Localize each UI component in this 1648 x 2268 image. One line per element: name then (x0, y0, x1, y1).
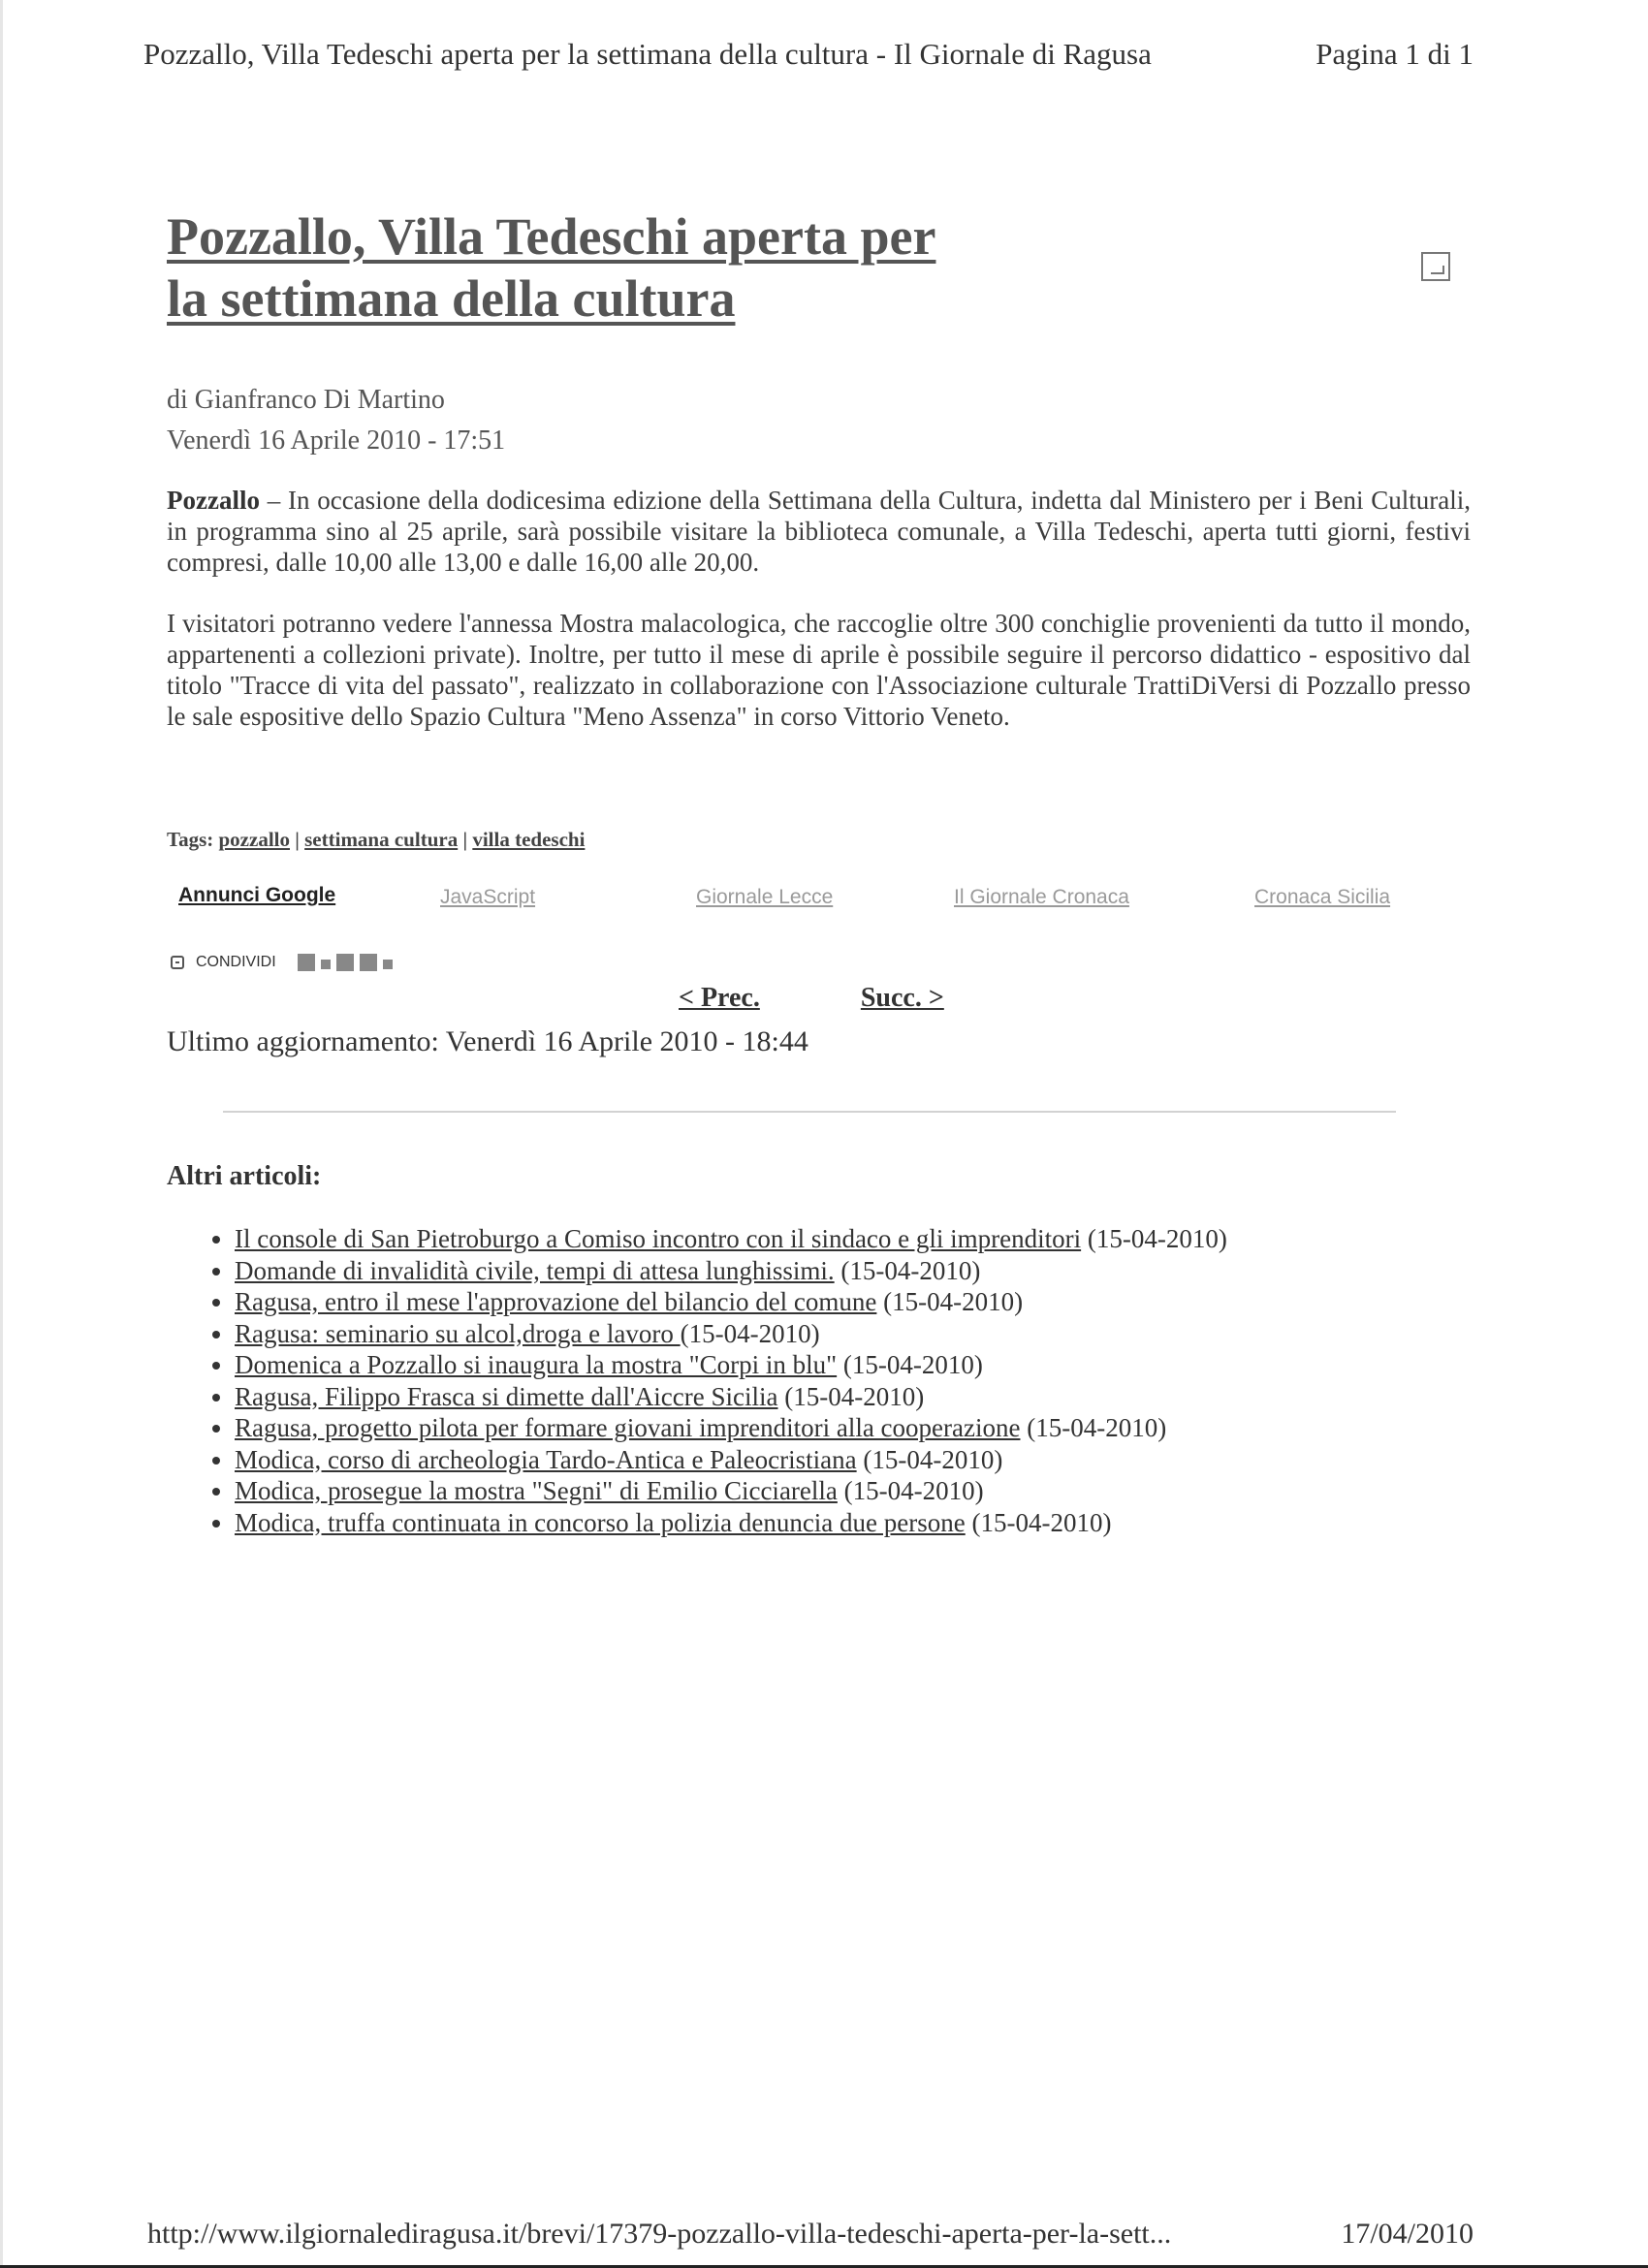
yahoo-icon[interactable] (360, 954, 377, 971)
list-item (235, 1223, 1485, 1255)
article-link[interactable]: Domenica a Pozzallo si inaugura la mostra "Corpi in blu" (235, 1350, 838, 1379)
lead-word: Pozzallo (167, 486, 260, 515)
list-item (235, 1349, 1485, 1381)
print-header (143, 37, 1474, 72)
tags-row (167, 828, 585, 852)
facebook-icon[interactable] (298, 954, 315, 971)
article-paragraph: I visitatori potranno vedere l'annessa Mostra malacologica, che raccoglie oltre 300 conchiglie provenienti da tutto il mondo, appartenenti a collezioni private). Inoltre, per tutto il mese di aprile è possibile seguire il percorso didattico - espositivo dal titolo "Tracce di vita del passato", realizzato in collaborazione con l'Associazione culturale TrattiDiVersi di Pozzallo presso le sale espositive dello Spazio Cultura "Meno Assenza" in corso Vittorio Veneto. (167, 609, 1471, 731)
list-item (235, 1444, 1485, 1476)
article-date: Venerdì 16 Aprile 2010 - 17:51 (167, 425, 506, 456)
list-item (235, 1286, 1485, 1318)
article-date: (15-04-2010) (856, 1444, 1003, 1474)
share-button[interactable] (171, 946, 393, 979)
ad-link[interactable]: JavaScript (440, 886, 536, 908)
tag-link[interactable]: pozzallo (218, 828, 290, 851)
footer-date: 17/04/2010 (1341, 2218, 1474, 2250)
article-author: di Gianfranco Di Martino (167, 385, 445, 415)
article-date: (15-04-2010) (965, 1507, 1112, 1537)
social-icons (298, 954, 393, 971)
footer-url: http://www.ilgiornalediragusa.it/brevi/17379-pozzallo-villa-tedeschi-aperta-per-la-sett... (147, 2218, 1172, 2250)
list-item (235, 1381, 1485, 1413)
article-date: (15-04-2010) (837, 1350, 983, 1379)
article-link[interactable]: Domande di invalidità civile, tempi di attesa lunghissimi. (235, 1255, 835, 1285)
article-paragraph (167, 485, 1471, 578)
digg-icon[interactable] (336, 954, 354, 971)
article-link[interactable]: Ragusa, Filippo Frasca si dimette dall'Aiccre Sicilia (235, 1381, 778, 1411)
header-title: Pozzallo, Villa Tedeschi aperta per la settimana della cultura - Il Giornale di Ragusa (143, 37, 1152, 71)
article-link[interactable]: Ragusa, entro il mese l'approvazione del bilancio del comune (235, 1287, 877, 1316)
article-link[interactable]: Il console di San Pietroburgo a Comiso incontro con il sindaco e gli imprenditori (235, 1224, 1082, 1253)
prev-link[interactable]: < Prec. (679, 983, 760, 1013)
share-plus-icon (171, 956, 184, 969)
article-date: (15-04-2010) (680, 1318, 820, 1348)
article-date: (15-04-2010) (834, 1255, 981, 1285)
print-footer (147, 2218, 1474, 2251)
article-link[interactable]: Modica, truffa continuata in concorso la polizia denuncia due persone (235, 1507, 966, 1537)
article-link[interactable]: Ragusa, progetto pilota per formare giovani imprenditori alla cooperazione (235, 1413, 1021, 1442)
tags-label: Tags: (167, 828, 214, 851)
next-link[interactable]: Succ. > (860, 983, 944, 1013)
ads-title[interactable]: Annunci Google (178, 884, 336, 906)
divider (223, 1111, 1396, 1113)
tag-link[interactable]: settimana cultura (304, 828, 459, 851)
ad-link[interactable]: Il Giornale Cronaca (954, 886, 1129, 908)
article-title[interactable]: Pozzallo, Villa Tedeschi aperta per la settimana della cultura (167, 207, 936, 328)
article-date: (15-04-2010) (1081, 1224, 1227, 1253)
article-body (167, 485, 1471, 762)
header-page-number: Pagina 1 di 1 (1315, 37, 1474, 71)
article-date: (15-04-2010) (876, 1287, 1024, 1316)
tag-separator: | (290, 828, 305, 851)
list-item (235, 1318, 1485, 1350)
article-date: (15-04-2010) (837, 1476, 984, 1505)
list-item (235, 1507, 1485, 1539)
byline (167, 380, 505, 461)
more-icon[interactable] (383, 960, 393, 969)
article-date: (15-04-2010) (777, 1381, 925, 1411)
ad-link[interactable]: Giornale Lecce (696, 886, 834, 908)
print-icon[interactable] (1421, 252, 1450, 281)
other-articles-title: Altri articoli: (167, 1161, 322, 1191)
other-articles-list (204, 1223, 1485, 1538)
article-link[interactable]: Modica, prosegue la mostra "Segni" di Emilio Cicciarella (235, 1476, 838, 1505)
article-pager (679, 983, 1045, 1014)
delicious-icon[interactable] (321, 960, 331, 969)
paragraph-text: – In occasione della dodicesima edizione della Settimana della Cultura, indetta dal Ministero per i Beni Culturali, in programma sino al 25 aprile, sarà possibile visitare la biblioteca comunale, a Villa Tedeschi, aperta tutti giorni, festivi compresi, dalle 10,00 alle 13,00 e dalle 16,00 alle 20,00. (167, 486, 1471, 577)
article-link[interactable]: Ragusa: seminario su alcol,droga e lavoro (235, 1318, 681, 1348)
share-label: CONDIVIDI (196, 954, 276, 970)
scan-left-edge (0, 0, 3, 2268)
last-update: Ultimo aggiornamento: Venerdì 16 Aprile 2010 - 18:44 (167, 1025, 808, 1057)
tag-link[interactable]: villa tedeschi (472, 828, 586, 851)
tag-separator: | (458, 828, 473, 851)
article-link[interactable]: Modica, corso di archeologia Tardo-Antica e Paleocristiana (235, 1444, 857, 1474)
list-item (235, 1475, 1485, 1507)
list-item (235, 1412, 1485, 1444)
list-item (235, 1255, 1485, 1287)
article-date: (15-04-2010) (1020, 1413, 1167, 1442)
ad-link[interactable]: Cronaca Sicilia (1254, 886, 1391, 908)
